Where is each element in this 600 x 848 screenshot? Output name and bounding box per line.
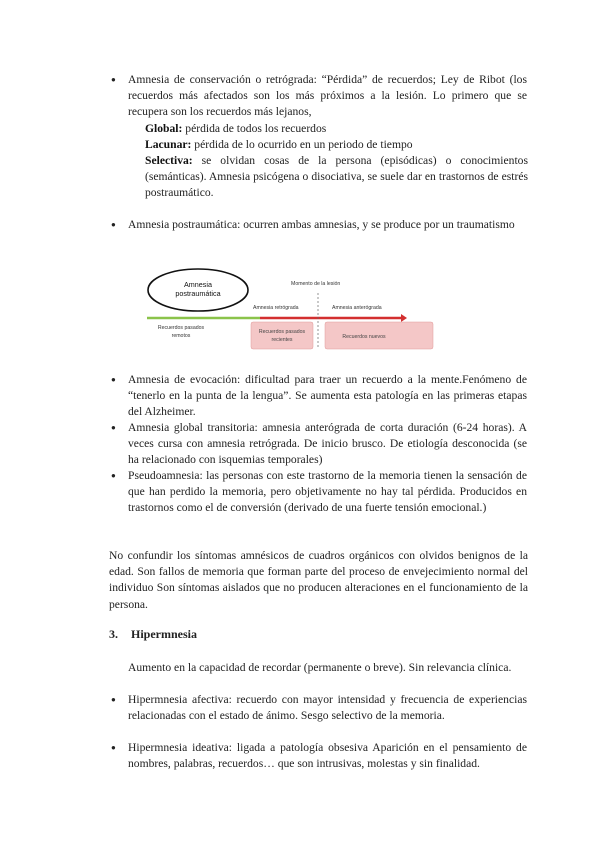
paragraph-no-confundir: No confundir los síntomas amnésicos de cuadros orgánicos con olvidos benignos de la edad. Son fallos de memoria que forman parte del proceso de envejecimiento normal del individuo Son síntomas aislados que no producen alteraciones en el funcionamiento de la persona.	[109, 549, 528, 611]
retro-label: Amnesia retrógrada	[253, 305, 299, 311]
recent-label-line1: Recuerdos pasados	[258, 329, 306, 335]
section-heading	[109, 627, 197, 642]
lacunar-line: Lacunar: pérdida de lo ocurrido en un periodo de tiempo	[145, 138, 413, 151]
bullet-amnesia-postraumatica: ● Amnesia postraumática: ocurren ambas amnesias, y se produce por un traumatismo	[128, 217, 527, 233]
bullet-hipermnesia-ideativa: ● Hipermnesia ideativa: ligada a patología obsesiva Aparición en el pensamiento de nombres, palabras, recuerdos… que son intrusivas, molestas y sin finalidad.	[128, 740, 527, 772]
paragraph-hipermnesia: Aumento en la capacidad de recordar (permanente o breve). Sin relevancia clínica.	[128, 661, 512, 674]
recent-label-line2: recientes	[271, 337, 293, 343]
recent-memories-box	[251, 322, 313, 349]
bullet-amnesia-evocacion: ● Amnesia de evocación: dificultad para traer un recuerdo a la mente.Fenómeno de “tenerlo en la punta de la lengua”. Se aumenta esta patología en las primeras etapas del Alzheimer.	[128, 372, 527, 421]
selectiva-line: Selectiva: se olvidan cosas de la persona (episódicas) o conocimientos (semánticas). Amnesia psicógena o disociativa, se suele dar en trastornos de estrés postraumático.	[145, 154, 528, 200]
bullet-hipermnesia-afectiva: ● Hipermnesia afectiva: recuerdo con mayor intensidad y frecuencia de experiencias relacionadas con el estado de ánimo. Sesgo selectivo de la memoria.	[128, 692, 527, 724]
amnesia-timeline-diagram	[145, 265, 435, 355]
global-line: Global: pérdida de todos los recuerdos	[145, 122, 327, 135]
section-title: Hipermnesia	[131, 627, 197, 641]
bullet-amnesia-global-transitoria: ● Amnesia global transitoria: amnesia anterógrada de corta duración (6-24 horas). A veces cursa con amnesia retrógrada. De inicio brusco. De etiología desconocida (se ha relacionado con isquemias temporales)	[128, 420, 527, 469]
section-number: 3.	[109, 627, 118, 641]
oval-label-line2: postraumática	[175, 289, 221, 298]
bullet-amnesia-conservacion: ● Amnesia de conservación o retrógrada: “Pérdida” de recuerdos; Ley de Ribot (los recuerdos más afectados son los más próximos a la lesión. Lo primero que se recupera son los recuerdos más lejanos,	[128, 72, 527, 121]
past-label-line1: Recuerdos pasados	[157, 325, 205, 331]
antero-label: Amnesia anterógrada	[332, 305, 382, 311]
bullet-pseudoamnesia: ● Pseudoamnesia: las personas con este trastorno de la memoria tienen la sensación de que han perdido la memoria, pero objetivamente no hay tal pérdida. Producidos en trastornos como el de conversión (derivado de una fuerte tensión emocional.)	[128, 468, 527, 517]
timeline-arrow-icon	[401, 314, 407, 322]
past-label-line2: remotos	[171, 333, 191, 339]
new-label: Recuerdos nuevos	[342, 334, 386, 340]
moment-label: Momento de la lesión	[291, 281, 341, 287]
oval-label-line1: Amnesia	[184, 280, 212, 289]
